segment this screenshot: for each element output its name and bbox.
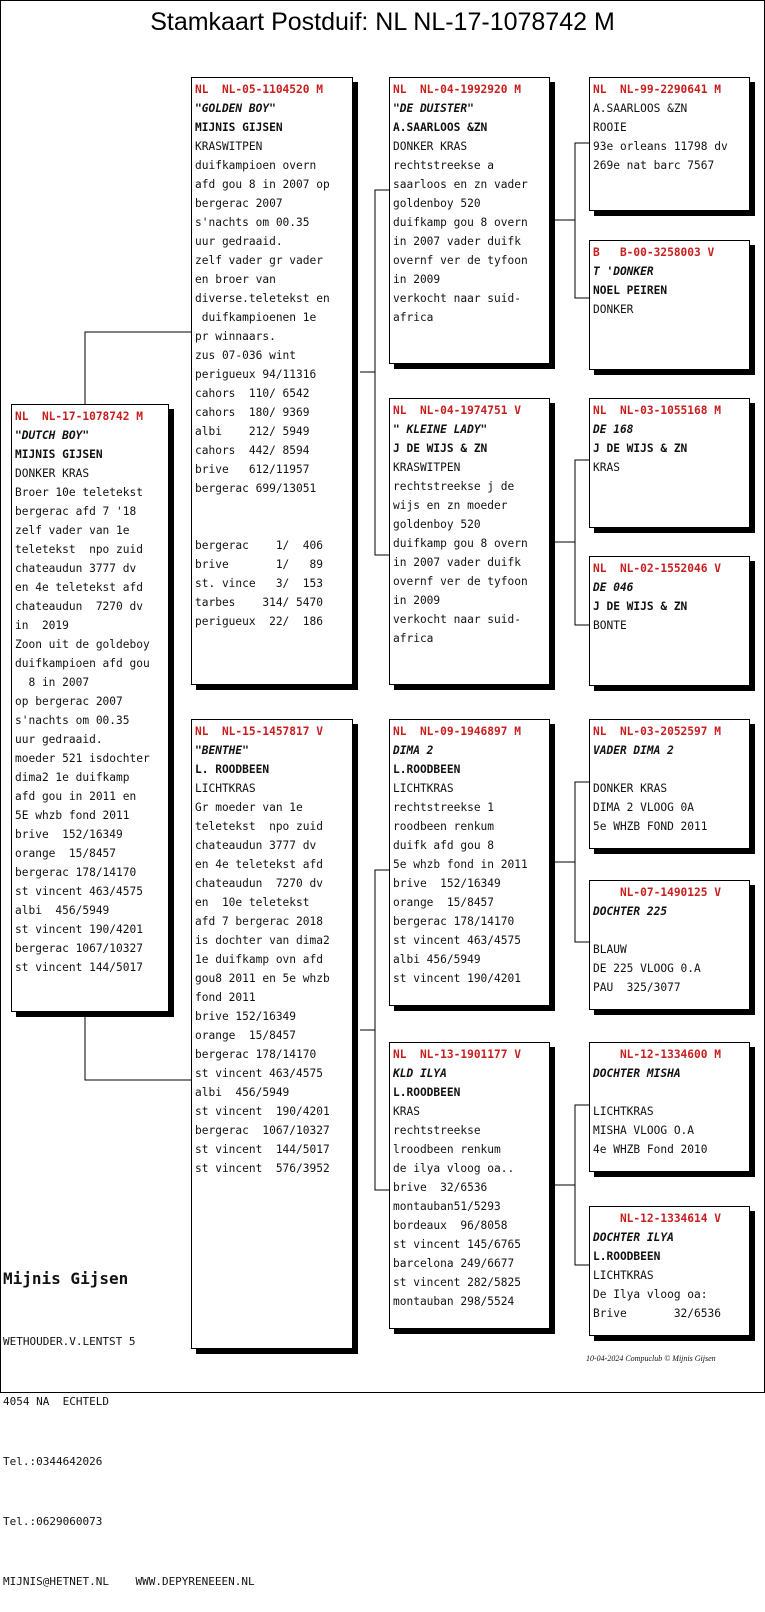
info-line: dima2 1e duifkamp	[15, 771, 130, 784]
info-line: Broer 10e teletekst	[15, 486, 143, 499]
info-line: brive 152/16349	[195, 1010, 297, 1023]
info-line: LICHTKRAS	[593, 1269, 654, 1282]
info-line: Gr moeder van 1e	[195, 801, 303, 814]
info-line: bergerac 1067/10327	[15, 942, 143, 955]
info-line: rechtstreekse a	[393, 159, 495, 172]
info-line: en 4e teletekst afd	[195, 858, 323, 871]
owner-phone-line: Tel.:0344642026	[3, 1455, 103, 1468]
info-line: MISHA VLOOG O.A	[593, 1124, 695, 1137]
info-line: rechtstreekse	[393, 1124, 481, 1137]
ring-number: NL NL-02-1552046 V	[593, 562, 721, 575]
breeder-name: J DE WIJS & ZN	[593, 442, 688, 455]
pigeon-card-mother-mother	[389, 1042, 550, 1329]
pigeon-name: DE 168	[593, 423, 634, 436]
info-line: orange 15/8457	[393, 896, 495, 909]
info-line: st vincent 190/4201	[195, 1105, 330, 1118]
breeder-name: L. ROODBEEN	[195, 763, 270, 776]
info-line: brive 612/11957	[195, 463, 310, 476]
info-line: st vincent 463/4575	[393, 934, 521, 947]
pigeon-name: DE 046	[593, 581, 634, 594]
info-line: roodbeen renkum	[393, 820, 495, 833]
info-line: in 2009	[393, 273, 441, 286]
info-line: DONKER KRAS	[393, 140, 468, 153]
info-line: st vincent 576/3952	[195, 1162, 330, 1175]
info-line: teletekst npo zuid	[195, 820, 323, 833]
breeder-name: L.ROODBEEN	[393, 763, 461, 776]
info-line: 269e nat barc 7567	[593, 159, 715, 172]
ring-number: NL NL-03-1055168 M	[593, 404, 721, 417]
pigeon-name: VADER DIMA 2	[593, 744, 674, 757]
info-line: cahors 442/ 8594	[195, 444, 310, 457]
info-line: zelf vader van 1e	[15, 524, 130, 537]
pigeon-name: "DUTCH BOY"	[15, 429, 90, 442]
info-line: ROOIE	[593, 121, 627, 134]
info-line: albi 456/5949	[393, 953, 481, 966]
info-line: gou8 2011 en 5e whzb	[195, 972, 330, 985]
info-line: 5e WHZB FOND 2011	[593, 820, 708, 833]
info-line: barcelona 249/6677	[393, 1257, 515, 1270]
info-line: pr winnaars.	[195, 330, 276, 343]
info-line: s'nachts om 00.35	[15, 714, 130, 727]
info-line: bergerac afd 7 '18	[15, 505, 137, 518]
breeder-name: MIJNIS GIJSEN	[195, 121, 283, 134]
info-line: duifkamp gou 8 overn	[393, 216, 528, 229]
info-line: st vincent 144/5017	[15, 961, 143, 974]
info-line: rechtstreekse 1	[393, 801, 495, 814]
breeder-name: NOEL PEIREN	[593, 284, 668, 297]
info-line: rechtstreekse j de	[393, 480, 515, 493]
info-line: goldenboy 520	[393, 518, 481, 531]
info-line: uur gedraaid.	[15, 733, 103, 746]
info-line: 93e orleans 11798 dv	[593, 140, 728, 153]
info-line: teletekst npo zuid	[15, 543, 143, 556]
info-line: chateaudun 7270 dv	[15, 600, 143, 613]
info-line: cahors 180/ 9369	[195, 406, 310, 419]
info-line	[195, 517, 352, 536]
owner-name: Mijnis Gijsen	[3, 1269, 129, 1288]
info-line: st vincent 282/5825	[393, 1276, 521, 1289]
info-line: st vincent 190/4201	[393, 972, 521, 985]
pigeon-card-mother-father	[389, 719, 550, 1006]
info-line: africa	[393, 311, 434, 324]
owner-postal-line: 4054 NA ECHTELD	[3, 1395, 109, 1408]
owner-mobile-line: Tel.:0629060073	[3, 1515, 103, 1528]
info-line	[593, 921, 749, 940]
info-line: montauban 298/5524	[393, 1295, 515, 1308]
info-line: duifkamp gou 8 overn	[393, 537, 528, 550]
info-line: moeder 521 isdochter	[15, 752, 150, 765]
ring-number: NL-07-1490125 V	[593, 886, 721, 899]
info-line: tarbes 314/ 5470	[195, 596, 323, 609]
info-line: overnf ver de tyfoon	[393, 575, 528, 588]
info-line: in 2007 vader duifk	[393, 235, 521, 248]
ring-number: NL NL-04-1974751 V	[393, 404, 521, 417]
info-line: BONTE	[593, 619, 627, 632]
breeder-name: L.ROODBEEN	[593, 1250, 661, 1263]
breeder-name: L.ROODBEEN	[393, 1086, 461, 1099]
info-line: bergerac 178/14170	[393, 915, 515, 928]
breeder-name: MIJNIS GIJSEN	[15, 448, 103, 461]
info-line: zus 07-036 wint	[195, 349, 297, 362]
pigeon-name: "DE DUISTER"	[393, 102, 474, 115]
breeder-name: J DE WIJS & ZN	[393, 442, 488, 455]
ring-number: NL NL-04-1992920 M	[393, 83, 521, 96]
ring-number: NL-12-1334614 V	[593, 1212, 721, 1225]
info-line: DONKER KRAS	[15, 467, 90, 480]
info-line: africa	[393, 632, 434, 645]
pigeon-name: "GOLDEN BOY"	[195, 102, 276, 115]
info-line: afd gou 8 in 2007 op	[195, 178, 330, 191]
info-line: wijs en zn moeder	[393, 499, 508, 512]
info-line: brive 152/16349	[393, 877, 501, 890]
info-line: duifkampioen overn	[195, 159, 317, 172]
ring-number: NL NL-13-1901177 V	[393, 1048, 521, 1061]
info-line: bergerac 1067/10327	[195, 1124, 330, 1137]
info-line: chateaudun 3777 dv	[15, 562, 137, 575]
pigeon-card-mmm	[589, 1206, 750, 1336]
info-line: afd 7 bergerac 2018	[195, 915, 323, 928]
ring-number: NL NL-17-1078742 M	[15, 410, 143, 423]
info-line: duifk afd gou 8	[393, 839, 495, 852]
info-line: zelf vader gr vader	[195, 254, 323, 267]
info-line: Zoon uit de goldeboy	[15, 638, 150, 651]
info-line: montauban51/5293	[393, 1200, 501, 1213]
info-line: st vincent 463/4575	[195, 1067, 323, 1080]
pigeon-name: DOCHTER ILYA	[593, 1231, 674, 1244]
info-line: overnf ver de tyfoon	[393, 254, 528, 267]
info-line: st vincent 144/5017	[195, 1143, 330, 1156]
info-line: st. vince 3/ 153	[195, 577, 323, 590]
info-line: De Ilya vloog oa:	[593, 1288, 708, 1301]
pigeon-name: " KLEINE LADY"	[393, 423, 488, 436]
info-line: chateaudun 3777 dv	[195, 839, 317, 852]
pigeon-card-mmf	[589, 1042, 750, 1172]
info-line: KRASWITPEN	[393, 461, 461, 474]
info-line: orange 15/8457	[15, 847, 117, 860]
pigeon-card-fff	[589, 77, 750, 211]
pigeon-name: "BENTHE"	[195, 744, 249, 757]
pigeon-card-mff	[589, 719, 750, 849]
info-line: PAU 325/3077	[593, 981, 681, 994]
info-line: 4e WHZB Fond 2010	[593, 1143, 708, 1156]
pigeon-name: KLD ILYA	[393, 1067, 447, 1080]
info-line: albi 212/ 5949	[195, 425, 310, 438]
info-line: st vincent 145/6765	[393, 1238, 521, 1251]
info-line	[593, 1083, 749, 1102]
info-line: bergerac 2007	[195, 197, 283, 210]
info-line: is dochter van dima2	[195, 934, 330, 947]
pigeon-name: DOCHTER 225	[593, 905, 668, 918]
info-line: 5e whzb fond in 2011	[393, 858, 528, 871]
info-line: DE 225 VLOOG 0.A	[593, 962, 701, 975]
info-line: saarloos en zn vader	[393, 178, 528, 191]
pigeon-name: T 'DONKER	[593, 265, 654, 278]
info-line: DONKER KRAS	[593, 782, 668, 795]
info-line: cahors 110/ 6542	[195, 387, 310, 400]
info-line: LICHTKRAS	[393, 782, 454, 795]
info-line: 5E whzb fond 2011	[15, 809, 130, 822]
ring-number: NL NL-99-2290641 M	[593, 83, 721, 96]
info-line: KRASWITPEN	[195, 140, 263, 153]
info-line: albi 456/5949	[15, 904, 110, 917]
info-line: diverse.teletekst en	[195, 292, 330, 305]
ring-number: NL NL-15-1457817 V	[195, 725, 323, 738]
info-line: A.SAARLOOS &ZN	[593, 102, 688, 115]
pigeon-card-mfm	[589, 880, 750, 1010]
info-line: st vincent 463/4575	[15, 885, 143, 898]
info-line: afd gou in 2011 en	[15, 790, 137, 803]
info-line: bordeaux 96/8058	[393, 1219, 508, 1232]
info-line: brive 152/16349	[15, 828, 123, 841]
breeder-name: J DE WIJS & ZN	[593, 600, 688, 613]
pigeon-name: DIMA 2	[393, 744, 434, 757]
info-line: DONKER	[593, 303, 634, 316]
info-line: LICHTKRAS	[195, 782, 256, 795]
pigeon-card-father	[191, 77, 353, 685]
info-line: bergerac 178/14170	[15, 866, 137, 879]
info-line: in 2007 vader duifk	[393, 556, 521, 569]
print-footer: 10-04-2024 Compuclub © Mijnis Gijsen	[586, 1354, 716, 1363]
pigeon-card-fmf	[589, 398, 750, 528]
ring-number: NL NL-05-1104520 M	[195, 83, 323, 96]
info-line: de ilya vloog oa..	[393, 1162, 515, 1175]
ring-number: NL NL-03-2052597 M	[593, 725, 721, 738]
breeder-name: A.SAARLOOS &ZN	[393, 121, 488, 134]
info-line: Brive 32/6536	[593, 1307, 721, 1320]
info-line: en 10e teletekst	[195, 896, 310, 909]
info-line: bergerac 178/14170	[195, 1048, 317, 1061]
info-line: KRAS	[593, 461, 620, 474]
info-line: brive 32/6536	[393, 1181, 488, 1194]
owner-email-web-line: MIJNIS@HETNET.NL WWW.DEPYRENEEEN.NL	[3, 1575, 255, 1588]
info-line: verkocht naar suid-	[393, 292, 521, 305]
info-line: uur gedraaid.	[195, 235, 283, 248]
pigeon-card-ffm	[589, 240, 750, 370]
info-line: 8 in 2007	[15, 676, 90, 689]
info-line: op bergerac 2007	[15, 695, 123, 708]
info-line: s'nachts om 00.35	[195, 216, 310, 229]
info-line: in 2009	[393, 594, 441, 607]
info-line: verkocht naar suid-	[393, 613, 521, 626]
pigeon-name: DOCHTER MISHA	[593, 1067, 681, 1080]
ring-number: NL NL-09-1946897 M	[393, 725, 521, 738]
info-line: in 2019	[15, 619, 69, 632]
info-line: st vincent 190/4201	[15, 923, 143, 936]
pigeon-card-father-father	[389, 77, 550, 364]
info-line: KRAS	[393, 1105, 420, 1118]
info-line: chateaudun 7270 dv	[195, 877, 323, 890]
info-line: duifkampioenen 1e	[195, 311, 317, 324]
info-line: goldenboy 520	[393, 197, 481, 210]
ring-number: B B-00-3258003 V	[593, 246, 715, 259]
info-line: en 4e teletekst afd	[15, 581, 143, 594]
info-line: bergerac 1/ 406	[195, 539, 323, 552]
info-line: perigueux 22/ 186	[195, 615, 323, 628]
owner-address-line: WETHOUDER.V.LENTST 5	[3, 1335, 136, 1348]
pigeon-card-father-mother	[389, 398, 550, 685]
info-line: albi 456/5949	[195, 1086, 290, 1099]
owner-contact-block	[3, 1226, 255, 1612]
info-line: perigueux 94/11316	[195, 368, 317, 381]
info-line: lroodbeen renkum	[393, 1143, 501, 1156]
info-line: DIMA 2 VLOOG 0A	[593, 801, 695, 814]
page-title: Stamkaart Postduif: NL NL-17-1078742 M	[150, 8, 615, 36]
info-line: bergerac 699/13051	[195, 482, 317, 495]
info-line: en broer van	[195, 273, 276, 286]
info-line: BLAUW	[593, 943, 627, 956]
info-line: duifkampioen afd gou	[15, 657, 150, 670]
info-line: brive 1/ 89	[195, 558, 323, 571]
info-line: 1e duifkamp ovn afd	[195, 953, 323, 966]
info-line	[593, 760, 749, 779]
info-line	[195, 498, 352, 517]
info-line: LICHTKRAS	[593, 1105, 654, 1118]
info-line: fond 2011	[195, 991, 256, 1004]
pigeon-card-subject	[11, 404, 169, 1012]
info-line: orange 15/8457	[195, 1029, 297, 1042]
pigeon-card-fmm	[589, 556, 750, 686]
ring-number: NL-12-1334600 M	[593, 1048, 721, 1061]
